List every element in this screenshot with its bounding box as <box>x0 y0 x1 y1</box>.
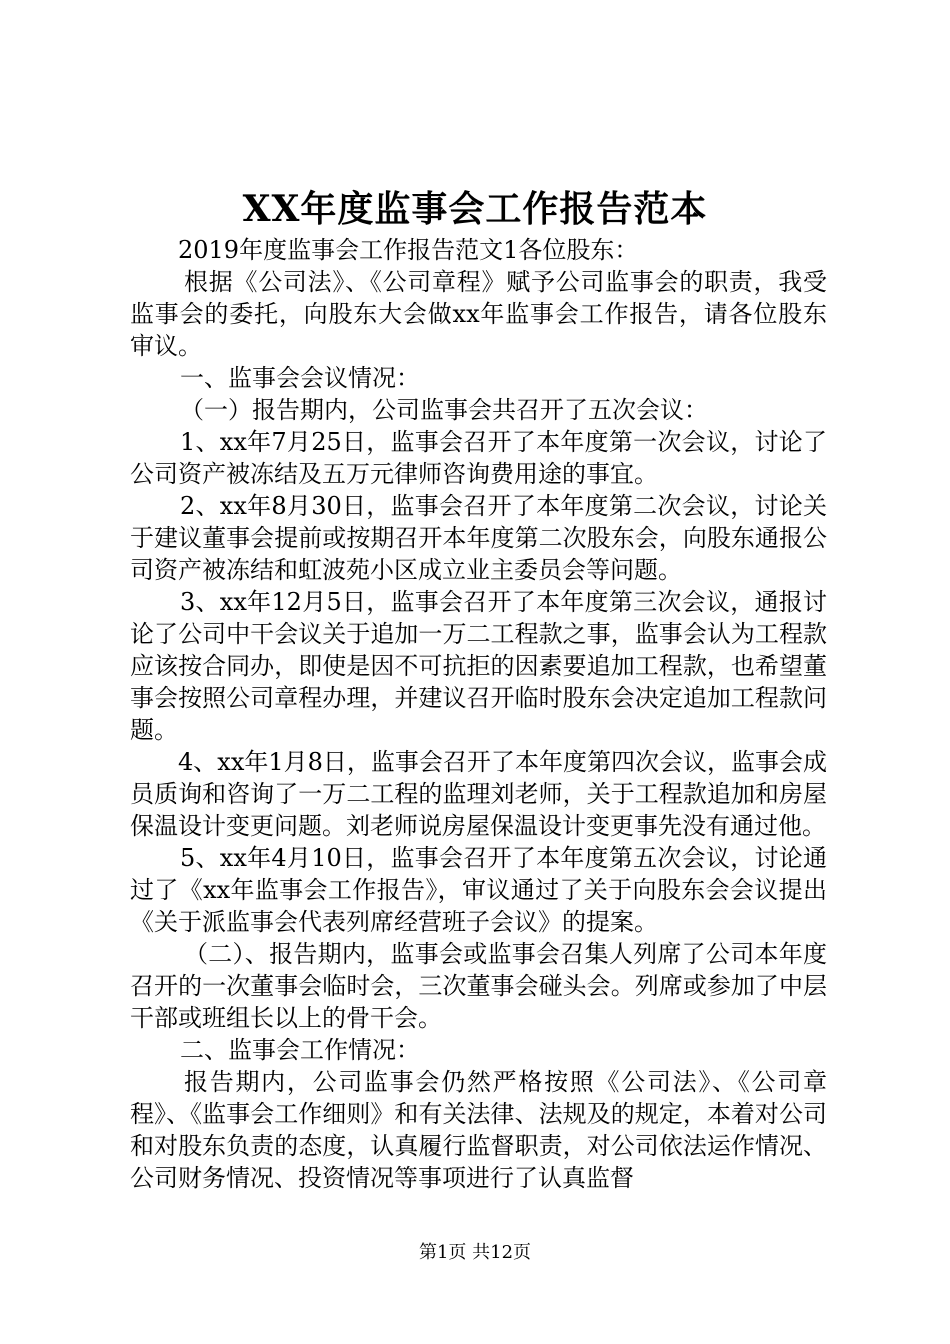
paragraph-meeting-3: 3、xx年12月5日，监事会召开了本年度第三次会议，通报讨论了公司中干会议关于追加一万二工程款之事，监事会认为工程款应该按合同办，即使是因不可抗拒的因素要追加工程款，也希望董事会按照公司章程办理，并建议召开临时股东会决定追加工程款问题。 <box>130 588 827 744</box>
document-body <box>130 234 827 1194</box>
paragraph-work-situation: 报告期内，公司监事会仍然严格按照《公司法》、《公司章程》、《监事会工作细则》和有关法律、法规及的规定，本着对公司和对股东负责的态度，认真履行监督职责，对公司依法运作情况、公司财务情况、投资情况等事项进行了认真监督 <box>130 1068 827 1192</box>
paragraph-preface: 根据《公司法》、《公司章程》赋予公司监事会的职责，我受监事会的委托，向股东大会做xx年监事会工作报告，请各位股东审议。 <box>130 268 827 360</box>
heading-subsection-1: （一）报告期内，公司监事会共召开了五次会议： <box>180 396 708 424</box>
paragraph-subsection-2: （二）、报告期内，监事会或监事会召集人列席了公司本年度召开的一次董事会临时会，三次董事会碰头会。列席或参加了中层干部或班组长以上的骨干会。 <box>130 940 827 1032</box>
paragraph-meeting-4: 4、xx年1月8日，监事会召开了本年度第四次会议，监事会成员质询和咨询了一万二工程的监理刘老师，关于工程款追加和房屋保温设计变更问题。刘老师说房屋保温设计变更事先没有通过他。 <box>130 748 827 840</box>
heading-section-2: 二、监事会工作情况： <box>180 1036 420 1064</box>
heading-section-1: 一、监事会会议情况： <box>180 364 420 392</box>
paragraph-meeting-1: 1、xx年7月25日，监事会召开了本年度第一次会议，讨论了公司资产被冻结及五万元律师咨询费用途的事宜。 <box>130 428 827 488</box>
page-footer: 第1页 共12页 <box>418 1242 532 1263</box>
paragraph-intro: 2019年度监事会工作报告范文1各位股东： <box>178 236 639 264</box>
document-title: XX年度监事会工作报告范本 <box>242 188 708 230</box>
paragraph-meeting-5: 5、xx年4月10日，监事会召开了本年度第五次会议，讨论通过了《xx年监事会工作报告》，审议通过了关于向股东会会议提出《关于派监事会代表列席经营班子会议》的提案。 <box>130 844 827 936</box>
paragraph-meeting-2: 2、xx年8月30日，监事会召开了本年度第二次会议，讨论关于建议董事会提前或按期召开本年度第二次股东会，向股东通报公司资产被冻结和虹波苑小区成立业主委员会等问题。 <box>130 492 827 584</box>
